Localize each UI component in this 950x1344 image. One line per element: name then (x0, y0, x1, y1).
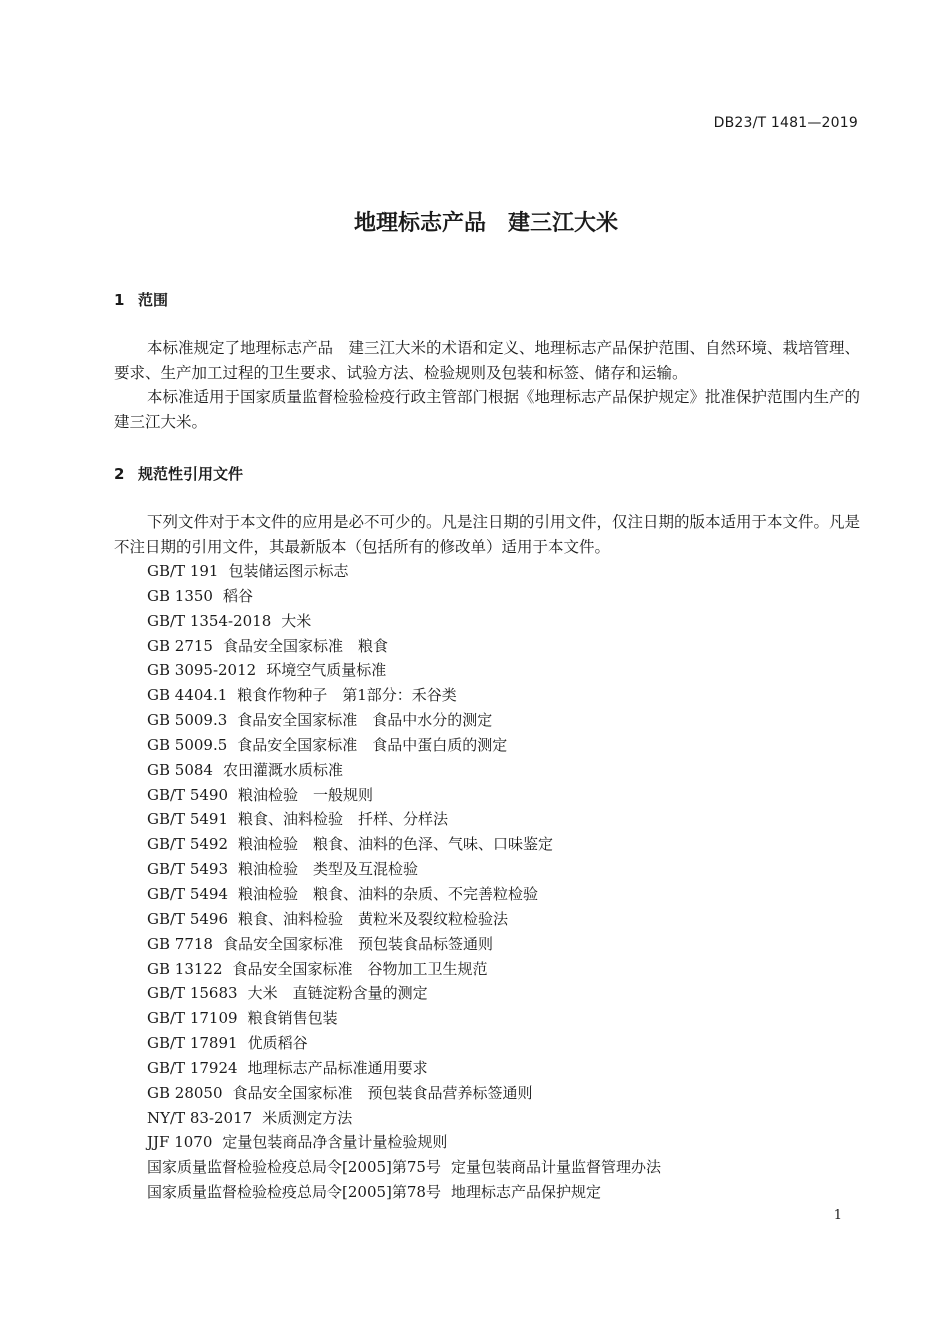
reference-title: 地理标志产品保护规定 (450, 1183, 601, 1202)
reference-title: 粮油检验 粮食、油料的杂质、不完善粒检验 (238, 884, 539, 903)
reference-code: NY/T 83-2017 (147, 1108, 253, 1127)
reference-code: GB 2715 (147, 636, 213, 655)
reference-title: 环境空气质量标准 (266, 661, 387, 680)
reference-item (147, 981, 867, 1006)
reference-item (147, 1155, 867, 1180)
reference-code: GB 5009.3 (147, 711, 228, 730)
reference-title: 米质测定方法 (262, 1108, 353, 1127)
page-number: 1 (833, 1208, 842, 1223)
reference-code: GB/T 191 (147, 562, 219, 580)
reference-title: 稻谷 (222, 586, 253, 605)
section-1-paragraph-2: 本标准适用于国家质量监督检验检疫行政主管部门根据《地理标志产品保护规定》批准保护范围内生产的建三江大米。 (114, 388, 861, 431)
reference-item (147, 1130, 867, 1155)
reference-title: 粮食、油料检验 扦样、分样法 (238, 810, 449, 829)
reference-title: 大米 (281, 611, 312, 630)
reference-item (147, 783, 867, 808)
reference-title: 粮油检验 类型及互混检验 (238, 860, 419, 879)
reference-title: 优质稻谷 (247, 1034, 308, 1053)
reference-code: GB/T 5493 (147, 860, 229, 879)
reference-title: 食品安全国家标准 食品中蛋白质的测定 (237, 735, 508, 754)
section-title: 规范性引用文件 (138, 465, 244, 483)
reference-title: 大米 直链淀粉含量的测定 (247, 984, 428, 1003)
reference-code: GB/T 5491 (147, 810, 229, 829)
reference-title: 地理标志产品标准通用要求 (247, 1058, 428, 1077)
reference-item (147, 832, 867, 857)
reference-title: 定量包装商品净含量计量检验规则 (222, 1133, 448, 1152)
reference-item (147, 758, 867, 783)
document-title: 地理标志产品 建三江大米 (353, 211, 618, 236)
reference-item (147, 957, 867, 982)
reference-title: 粮食、油料检验 黄粒米及裂纹粒检验法 (238, 909, 509, 928)
reference-title: 食品安全国家标准 粮食 (222, 636, 388, 655)
reference-title: 食品安全国家标准 食品中水分的测定 (237, 711, 493, 730)
section-number: 1 (114, 291, 125, 309)
reference-code: GB 1350 (147, 586, 213, 605)
normative-references-list (147, 559, 867, 1205)
reference-title: 粮油检验 一般规则 (238, 785, 374, 804)
reference-code: GB/T 17109 (147, 1009, 238, 1028)
reference-code: GB 3095-2012 (147, 661, 257, 680)
section-1-paragraph-1: 本标准规定了地理标志产品 建三江大米的术语和定义、地理标志产品保护范围、自然环境、栽培管理、要求、生产加工过程的卫生要求、试验方法、检验规则及包装和标签、储存和运输。 (114, 339, 861, 382)
reference-item (147, 683, 867, 708)
reference-item (147, 658, 867, 683)
reference-title: 定量包装商品计量监督管理办法 (450, 1158, 661, 1177)
standard-code: DB23/T 1481—2019 (713, 115, 858, 131)
reference-code: GB/T 5492 (147, 835, 229, 854)
reference-code: GB/T 1354-2018 (147, 611, 272, 630)
reference-item (147, 584, 867, 609)
reference-title: 农田灌溉水质标准 (222, 760, 343, 779)
reference-code: GB 28050 (147, 1083, 223, 1102)
reference-item (147, 907, 867, 932)
reference-title: 粮油检验 粮食、油料的色泽、气味、口味鉴定 (238, 835, 554, 854)
reference-title: 包装储运图示标志 (228, 562, 349, 580)
reference-code: 国家质量监督检验检疫总局令[2005]第75号 (147, 1158, 441, 1177)
reference-code: GB 5084 (147, 760, 213, 779)
reference-item (147, 807, 867, 832)
reference-title: 食品安全国家标准 谷物加工卫生规范 (232, 959, 488, 978)
reference-item (147, 857, 867, 882)
reference-item (147, 1056, 867, 1081)
reference-item (147, 609, 867, 634)
section-2-heading (114, 463, 243, 484)
reference-item (147, 733, 867, 758)
reference-code: GB/T 17891 (147, 1034, 238, 1053)
reference-item (147, 1081, 867, 1106)
reference-item (147, 634, 867, 659)
reference-code: GB/T 5494 (147, 884, 229, 903)
section-2-paragraph-1: 下列文件对于本文件的应用是必不可少的。凡是注日期的引用文件，仅注日期的版本适用于本文件。凡是不注日期的引用文件，其最新版本（包括所有的修改单）适用于本文件。 (114, 513, 861, 556)
reference-code: GB/T 5490 (147, 785, 229, 804)
reference-item (147, 882, 867, 907)
reference-code: GB 13122 (147, 959, 223, 978)
reference-item (147, 559, 867, 584)
reference-code: GB/T 5496 (147, 909, 229, 928)
section-title: 范围 (138, 291, 169, 309)
reference-item (147, 1106, 867, 1131)
reference-code: GB/T 17924 (147, 1058, 238, 1077)
reference-code: GB 7718 (147, 934, 213, 953)
reference-item (147, 932, 867, 957)
reference-item (147, 1031, 867, 1056)
reference-code: GB 4404.1 (147, 686, 228, 705)
reference-title: 粮食销售包装 (247, 1009, 338, 1028)
reference-code: JJF 1070 (147, 1133, 213, 1152)
section-1-heading (114, 289, 168, 310)
reference-item (147, 1180, 867, 1205)
reference-code: 国家质量监督检验检疫总局令[2005]第78号 (147, 1183, 441, 1202)
reference-item (147, 1006, 867, 1031)
reference-title: 食品安全国家标准 预包装食品营养标签通则 (232, 1083, 533, 1102)
reference-title: 食品安全国家标准 预包装食品标签通则 (222, 934, 493, 953)
reference-title: 粮食作物种子 第1部分：禾谷类 (237, 686, 457, 705)
reference-code: GB/T 15683 (147, 984, 238, 1003)
reference-code: GB 5009.5 (147, 735, 228, 754)
reference-item (147, 708, 867, 733)
section-number: 2 (114, 465, 125, 483)
